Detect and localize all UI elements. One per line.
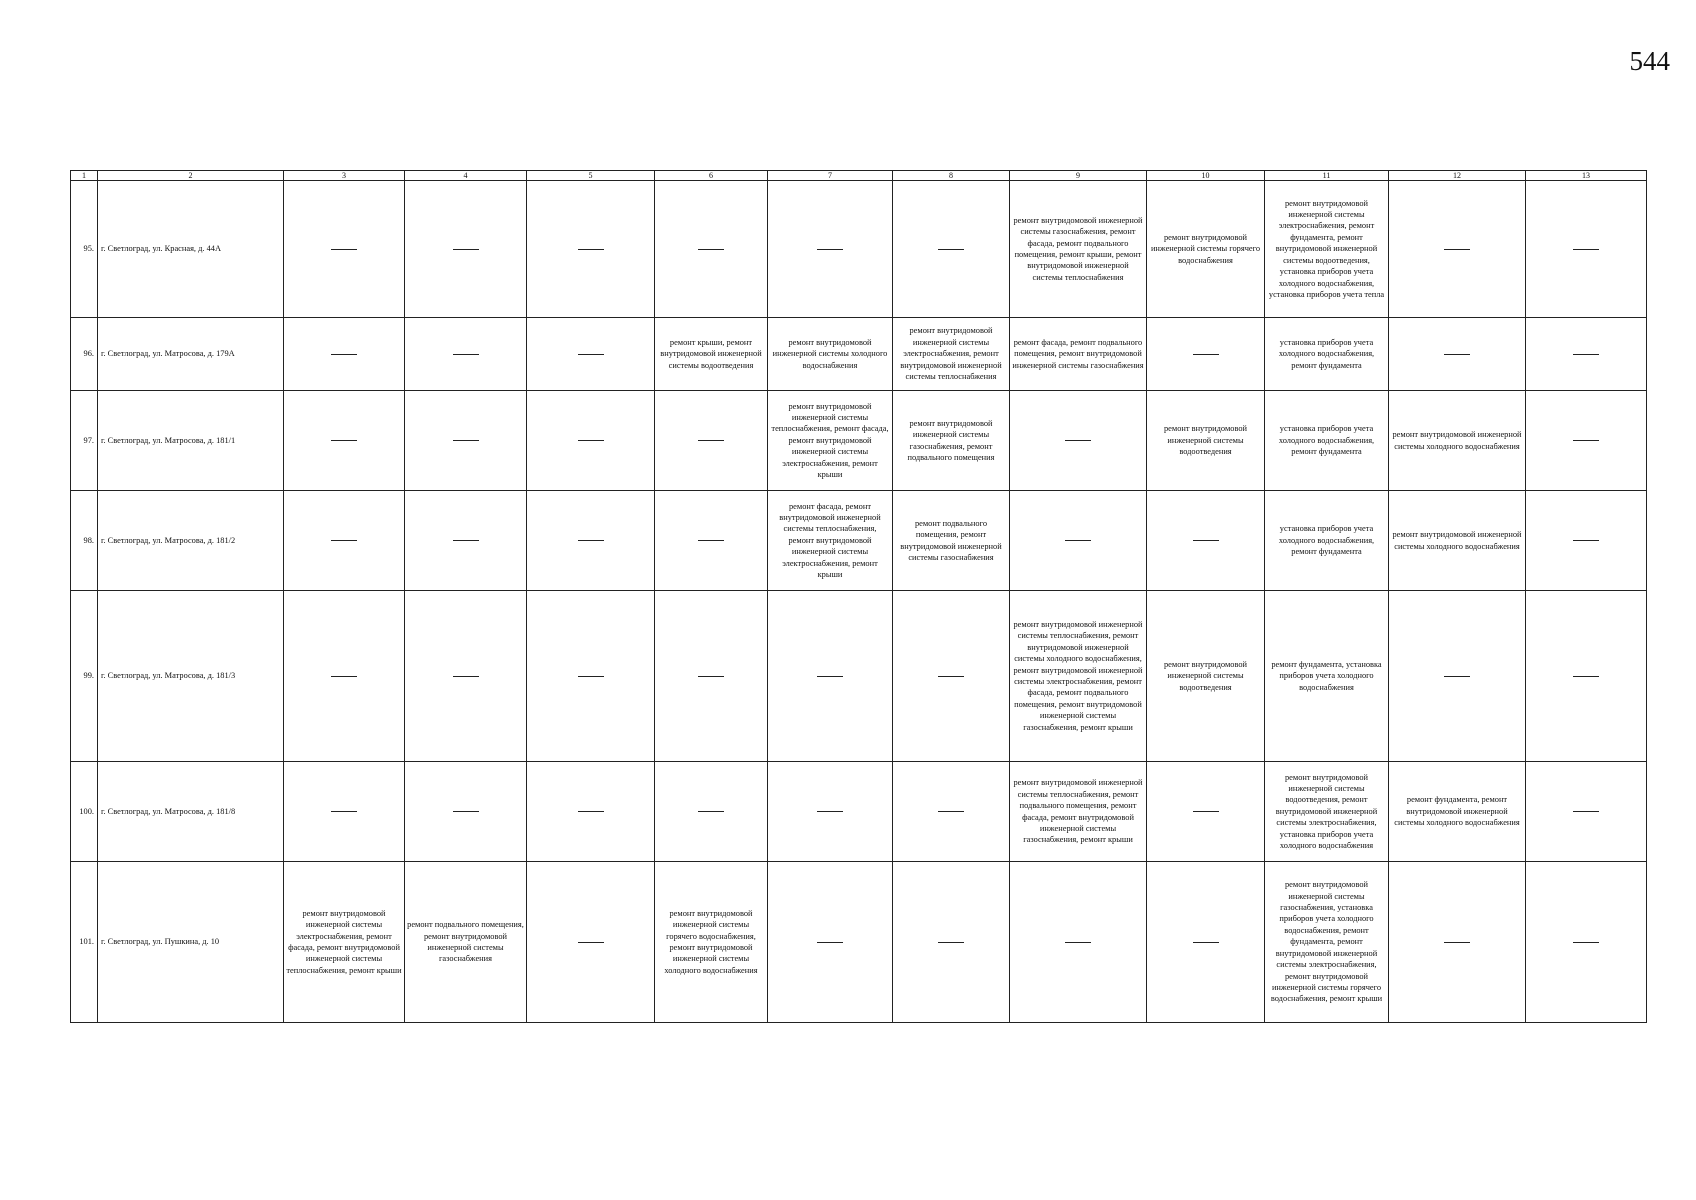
work-cell: ремонт внутридомовой инженерной системы электроснабжения, ремонт внутридомовой инженерной системы теплоснабжения bbox=[893, 318, 1010, 391]
work-cell: ремонт фундамента, ремонт внутридомовой инженерной системы холодного водоснабжения bbox=[1389, 762, 1526, 862]
work-cell: ремонт внутридомовой инженерной системы теплоснабжения, ремонт внутридомовой инженерной системы холодного водоснабжения, ремонт внутридомовой инженерной системы электроснабжения, ремонт фасада, ремонт подвального помещения, ремонт внутридомовой инженерной системы газоснабжения, ремонт крыши bbox=[1010, 591, 1147, 762]
column-header: 13 bbox=[1526, 171, 1647, 181]
empty-cell bbox=[1526, 391, 1647, 491]
work-cell: ремонт внутридомовой инженерной системы газоснабжения, ремонт фасада, ремонт подвального помещения, ремонт крыши, ремонт внутридомовой инженерной системы теплоснабжения bbox=[1010, 181, 1147, 318]
empty-cell bbox=[893, 762, 1010, 862]
empty-cell bbox=[893, 862, 1010, 1023]
dash-mark bbox=[1193, 942, 1219, 943]
empty-cell bbox=[284, 591, 405, 762]
dash-mark bbox=[1573, 676, 1599, 677]
table-row bbox=[71, 762, 1647, 862]
work-cell: ремонт внутридомовой инженерной системы теплоснабжения, ремонт фасада, ремонт внутридомовой инженерной системы электроснабжения, ремонт крыши bbox=[768, 391, 893, 491]
dash-mark bbox=[331, 440, 357, 441]
dash-mark bbox=[331, 811, 357, 812]
dash-mark bbox=[578, 942, 604, 943]
empty-cell bbox=[405, 491, 527, 591]
empty-cell bbox=[768, 181, 893, 318]
empty-cell bbox=[1389, 862, 1526, 1023]
table-row bbox=[71, 591, 1647, 762]
address-cell: г. Светлоград, ул. Матросова, д. 181/1 bbox=[98, 391, 284, 491]
work-cell: ремонт внутридомовой инженерной системы водоотведения, ремонт внутридомовой инженерной системы электроснабжения, установка приборов учета холодного водоснабжения bbox=[1265, 762, 1389, 862]
work-cell: ремонт внутридомовой инженерной системы водоотведения bbox=[1147, 391, 1265, 491]
empty-cell bbox=[1526, 762, 1647, 862]
column-header: 4 bbox=[405, 171, 527, 181]
empty-cell bbox=[284, 181, 405, 318]
table-row bbox=[71, 318, 1647, 391]
row-number: 97. bbox=[71, 391, 98, 491]
empty-cell bbox=[527, 491, 655, 591]
dash-mark bbox=[331, 249, 357, 250]
empty-cell bbox=[768, 591, 893, 762]
empty-cell bbox=[768, 862, 893, 1023]
column-header: 3 bbox=[284, 171, 405, 181]
empty-cell bbox=[284, 762, 405, 862]
dash-mark bbox=[938, 676, 964, 677]
column-header: 10 bbox=[1147, 171, 1265, 181]
dash-mark bbox=[1573, 540, 1599, 541]
empty-cell bbox=[893, 591, 1010, 762]
dash-mark bbox=[817, 249, 843, 250]
empty-cell bbox=[1526, 318, 1647, 391]
column-header: 1 bbox=[71, 171, 98, 181]
dash-mark bbox=[578, 249, 604, 250]
empty-cell bbox=[1010, 862, 1147, 1023]
dash-mark bbox=[331, 540, 357, 541]
row-number: 100. bbox=[71, 762, 98, 862]
repair-schedule-table bbox=[70, 170, 1647, 1023]
work-cell: ремонт внутридомовой инженерной системы холодного водоснабжения bbox=[1389, 491, 1526, 591]
empty-cell bbox=[1147, 862, 1265, 1023]
work-cell: ремонт внутридомовой инженерной системы холодного водоснабжения bbox=[1389, 391, 1526, 491]
column-header: 6 bbox=[655, 171, 768, 181]
table-row bbox=[71, 491, 1647, 591]
column-header: 5 bbox=[527, 171, 655, 181]
address-cell: г. Светлоград, ул. Матросова, д. 181/8 bbox=[98, 762, 284, 862]
row-number: 95. bbox=[71, 181, 98, 318]
dash-mark bbox=[453, 540, 479, 541]
work-cell: ремонт фасада, ремонт подвального помещения, ремонт внутридомовой инженерной системы газоснабжения bbox=[1010, 318, 1147, 391]
dash-mark bbox=[1193, 811, 1219, 812]
dash-mark bbox=[1573, 942, 1599, 943]
column-header: 7 bbox=[768, 171, 893, 181]
empty-cell bbox=[284, 318, 405, 391]
work-cell: ремонт внутридомовой инженерной системы газоснабжения, ремонт подвального помещения bbox=[893, 391, 1010, 491]
dash-mark bbox=[1444, 354, 1470, 355]
dash-mark bbox=[578, 540, 604, 541]
empty-cell bbox=[1526, 862, 1647, 1023]
table-row bbox=[71, 862, 1647, 1023]
empty-cell bbox=[768, 762, 893, 862]
empty-cell bbox=[527, 862, 655, 1023]
column-number-row bbox=[71, 171, 1647, 181]
dash-mark bbox=[453, 440, 479, 441]
dash-mark bbox=[1065, 440, 1091, 441]
dash-mark bbox=[938, 811, 964, 812]
empty-cell bbox=[1010, 491, 1147, 591]
empty-cell bbox=[284, 391, 405, 491]
address-cell: г. Светлоград, ул. Матросова, д. 181/3 bbox=[98, 591, 284, 762]
empty-cell bbox=[405, 591, 527, 762]
work-cell: ремонт внутридомовой инженерной системы горячего водоснабжения, ремонт внутридомовой инженерной системы холодного водоснабжения bbox=[655, 862, 768, 1023]
dash-mark bbox=[817, 811, 843, 812]
empty-cell bbox=[284, 491, 405, 591]
dash-mark bbox=[698, 811, 724, 812]
work-cell: установка приборов учета холодного водоснабжения, ремонт фундамента bbox=[1265, 391, 1389, 491]
dash-mark bbox=[1573, 811, 1599, 812]
dash-mark bbox=[698, 540, 724, 541]
empty-cell bbox=[893, 181, 1010, 318]
empty-cell bbox=[655, 181, 768, 318]
dash-mark bbox=[578, 440, 604, 441]
page-number: 544 bbox=[1629, 46, 1670, 76]
dash-mark bbox=[1573, 354, 1599, 355]
dash-mark bbox=[331, 676, 357, 677]
empty-cell bbox=[405, 391, 527, 491]
dash-mark bbox=[453, 676, 479, 677]
empty-cell bbox=[655, 591, 768, 762]
work-cell: ремонт крыши, ремонт внутридомовой инженерной системы водоотведения bbox=[655, 318, 768, 391]
work-cell: ремонт внутридомовой инженерной системы горячего водоснабжения bbox=[1147, 181, 1265, 318]
row-number: 99. bbox=[71, 591, 98, 762]
empty-cell bbox=[1147, 762, 1265, 862]
dash-mark bbox=[578, 354, 604, 355]
dash-mark bbox=[698, 440, 724, 441]
table-row bbox=[71, 391, 1647, 491]
column-header: 11 bbox=[1265, 171, 1389, 181]
work-cell: ремонт внутридомовой инженерной системы электроснабжения, ремонт фасада, ремонт внутридомовой инженерной системы теплоснабжения, ремонт крыши bbox=[284, 862, 405, 1023]
address-cell: г. Светлоград, ул. Пушкина, д. 10 bbox=[98, 862, 284, 1023]
work-cell: ремонт внутридомовой инженерной системы теплоснабжения, ремонт подвального помещения, ремонт фасада, ремонт внутридомовой инженерной системы газоснабжения, ремонт крыши bbox=[1010, 762, 1147, 862]
dash-mark bbox=[817, 676, 843, 677]
dash-mark bbox=[578, 811, 604, 812]
dash-mark bbox=[453, 811, 479, 812]
empty-cell bbox=[655, 491, 768, 591]
dash-mark bbox=[1444, 942, 1470, 943]
empty-cell bbox=[527, 762, 655, 862]
dash-mark bbox=[453, 249, 479, 250]
address-cell: г. Светлоград, ул. Матросова, д. 181/2 bbox=[98, 491, 284, 591]
dash-mark bbox=[1193, 354, 1219, 355]
dash-mark bbox=[1065, 540, 1091, 541]
empty-cell bbox=[1147, 318, 1265, 391]
work-cell: установка приборов учета холодного водоснабжения, ремонт фундамента bbox=[1265, 318, 1389, 391]
empty-cell bbox=[655, 762, 768, 862]
empty-cell bbox=[405, 318, 527, 391]
dash-mark bbox=[698, 676, 724, 677]
row-number: 98. bbox=[71, 491, 98, 591]
empty-cell bbox=[1389, 318, 1526, 391]
empty-cell bbox=[1526, 491, 1647, 591]
column-header: 8 bbox=[893, 171, 1010, 181]
dash-mark bbox=[331, 354, 357, 355]
empty-cell bbox=[527, 591, 655, 762]
row-number: 101. bbox=[71, 862, 98, 1023]
dash-mark bbox=[938, 249, 964, 250]
empty-cell bbox=[405, 181, 527, 318]
work-cell: ремонт внутридомовой инженерной системы газоснабжения, установка приборов учета холодного водоснабжения, ремонт фундамента, ремонт внутридомовой инженерной системы электроснабжения, ремонт внутридомовой инженерной системы горячего водоснабжения, ремонт крыши bbox=[1265, 862, 1389, 1023]
dash-mark bbox=[1444, 249, 1470, 250]
empty-cell bbox=[405, 762, 527, 862]
column-header: 12 bbox=[1389, 171, 1526, 181]
work-cell: ремонт подвального помещения, ремонт внутридомовой инженерной системы газоснабжения bbox=[893, 491, 1010, 591]
row-number: 96. bbox=[71, 318, 98, 391]
work-cell: ремонт подвального помещения, ремонт внутридомовой инженерной системы газоснабжения bbox=[405, 862, 527, 1023]
table-row bbox=[71, 181, 1647, 318]
empty-cell bbox=[1389, 591, 1526, 762]
dash-mark bbox=[1573, 440, 1599, 441]
dash-mark bbox=[1573, 249, 1599, 250]
empty-cell bbox=[527, 181, 655, 318]
work-cell: ремонт фасада, ремонт внутридомовой инженерной системы теплоснабжения, ремонт внутридомовой инженерной системы электроснабжения, ремонт крыши bbox=[768, 491, 893, 591]
dash-mark bbox=[698, 249, 724, 250]
empty-cell bbox=[655, 391, 768, 491]
empty-cell bbox=[1147, 491, 1265, 591]
work-cell: ремонт внутридомовой инженерной системы электроснабжения, ремонт фундамента, ремонт внутридомовой инженерной системы водоотведения, установка приборов учета холодного водоснабжения, установка приборов учета тепла bbox=[1265, 181, 1389, 318]
work-cell: установка приборов учета холодного водоснабжения, ремонт фундамента bbox=[1265, 491, 1389, 591]
address-cell: г. Светлоград, ул. Матросова, д. 179А bbox=[98, 318, 284, 391]
empty-cell bbox=[1389, 181, 1526, 318]
dash-mark bbox=[1065, 942, 1091, 943]
dash-mark bbox=[578, 676, 604, 677]
dash-mark bbox=[817, 942, 843, 943]
address-cell: г. Светлоград, ул. Красная, д. 44А bbox=[98, 181, 284, 318]
empty-cell bbox=[1010, 391, 1147, 491]
dash-mark bbox=[938, 942, 964, 943]
dash-mark bbox=[453, 354, 479, 355]
dash-mark bbox=[1444, 676, 1470, 677]
work-cell: ремонт внутридомовой инженерной системы холодного водоснабжения bbox=[768, 318, 893, 391]
work-cell: ремонт внутридомовой инженерной системы водоотведения bbox=[1147, 591, 1265, 762]
column-header: 2 bbox=[98, 171, 284, 181]
dash-mark bbox=[1193, 540, 1219, 541]
work-cell: ремонт фундамента, установка приборов учета холодного водоснабжения bbox=[1265, 591, 1389, 762]
column-header: 9 bbox=[1010, 171, 1147, 181]
empty-cell bbox=[527, 318, 655, 391]
empty-cell bbox=[1526, 591, 1647, 762]
empty-cell bbox=[1526, 181, 1647, 318]
empty-cell bbox=[527, 391, 655, 491]
